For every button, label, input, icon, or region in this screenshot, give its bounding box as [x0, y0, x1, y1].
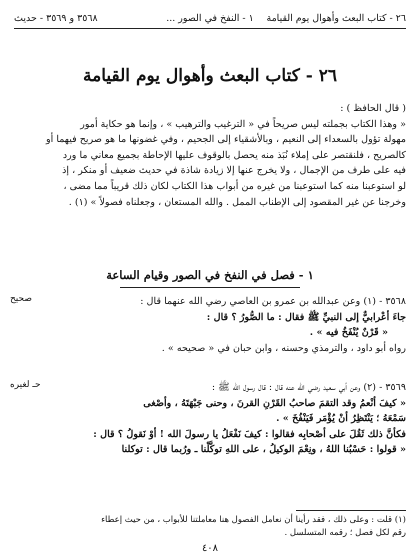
hadith-line: « قولوا : حَسْبُنا اللهُ ، ونِعْمَ الوكيلُ ، على اللهِ توكَّلْنا ـ ورُبما قال : توكلنا [121, 444, 406, 456]
page-number: ٤٠٨ [201, 543, 219, 554]
footnote [28, 514, 406, 539]
header-book-title: ٢٦ - كتاب البعث وأهوال يوم القيامة [266, 12, 406, 24]
hadith-source: رواه أبو داود ، والترمذي وحسنه ، وابن حبان في « صحيحه » . [161, 342, 406, 354]
running-header [14, 10, 406, 26]
hadith-line: ٣٥٦٨ - (١) وعن عبدالله بن عمرو بن العاصي رضي الله عنهما قال : [140, 296, 406, 307]
intro-paragraph [28, 101, 406, 210]
section-rule [120, 287, 300, 288]
intro-line: وخرجنا عن غير المقصود إلى الإطناب الممل . والله المستعان ، وجعلناه فصولاً » (١) . [68, 196, 406, 208]
hadith-line: جاءَ أعْرابيٌّ إلى النبيِّ ﷺ فقال : ما الصُّورُ ؟ قال : [206, 311, 406, 323]
header-section: ١ - النفخ في الصور ... [166, 12, 254, 24]
hadith-grade-label: حـ لغيره [10, 380, 41, 390]
intro-line: لو استوعبنا منه كما استوعبنا من غيره من أبواب هذا الكتاب لكان ذلك قريباً مما مضى ، [63, 180, 406, 192]
footnote-rule [296, 510, 406, 511]
header-hadith-range: ٣٥٦٨ و ٣٥٦٩ - حديث [14, 12, 98, 24]
hadith-grade-label: صحيح [10, 294, 32, 304]
intro-line: فيه على طرف من الإجمال ، ولا يخرج عنها إلا زيادة شاذة في حديث ضعيف أو منكر ، إذ [62, 165, 406, 177]
hadith-entry [28, 294, 406, 356]
hadith-line: « كيفَ أنْعمُ وقد التقمَ صاحبُ القَرْنِ القرنَ ، وحنى جَبْهَتَهُ ، وأصْغى [143, 397, 406, 409]
footnote-line: رقم لكل فصل ؛ رقمه المتسلسل . [284, 527, 406, 538]
chapter-title: ٢٦ - كتاب البعث وأهوال يوم القيامة [83, 66, 337, 86]
section-title: ١ - فصل في النفخ في الصور وقيام الساعة [106, 268, 314, 282]
footnote-line: (١) قلت : وعلى ذلك ، فقد رأينا أن نعامل الفصول هنا معاملتنا للأبواب ، من حيث إعطاء [101, 515, 406, 525]
intro-line: « وهذا الكتاب بجملته ليس صريحاً في « الترغيب والترهيب » ، وإنما هو حكاية أمور [80, 118, 406, 130]
hadith-entry [28, 380, 406, 458]
hadith-line: سَمْعَهُ ؛ يَنْتَظِرُ أنْ يُؤْمَر فَيَنْفُخَ » . [276, 413, 406, 425]
hadith-line: ٣٥٦٩ - (٢) وعن أبي سعيد رضي الله عنه قال : قال رسول الله ﷺ : [211, 382, 406, 393]
intro-line: مهولة تؤول بالسعداء إلى النعيم ، وبالأشقياء إلى الجحيم ، وفي غضونها ما هو صريح فيهما أو [45, 134, 406, 146]
hadith-line: « قَرْنٌ يُنْفَخُ فيه » . [309, 327, 388, 339]
intro-line: كالصريح ، فلنقتصر على إملاء نُبَذ منه يحصل بالوقوف عليها الإحاطة بجميع معاني ما ورد [62, 149, 406, 161]
hadith-line: فكأنَّ ذلك ثَقُلَ على أصْحابِه فقالوا : كيفَ نَفْعَلُ يا رسولَ الله ! أوْ نَقولُ ؟ قال : [93, 428, 406, 440]
header-rule [14, 28, 406, 29]
intro-label: ( قال الحافظ ) : [340, 103, 406, 114]
